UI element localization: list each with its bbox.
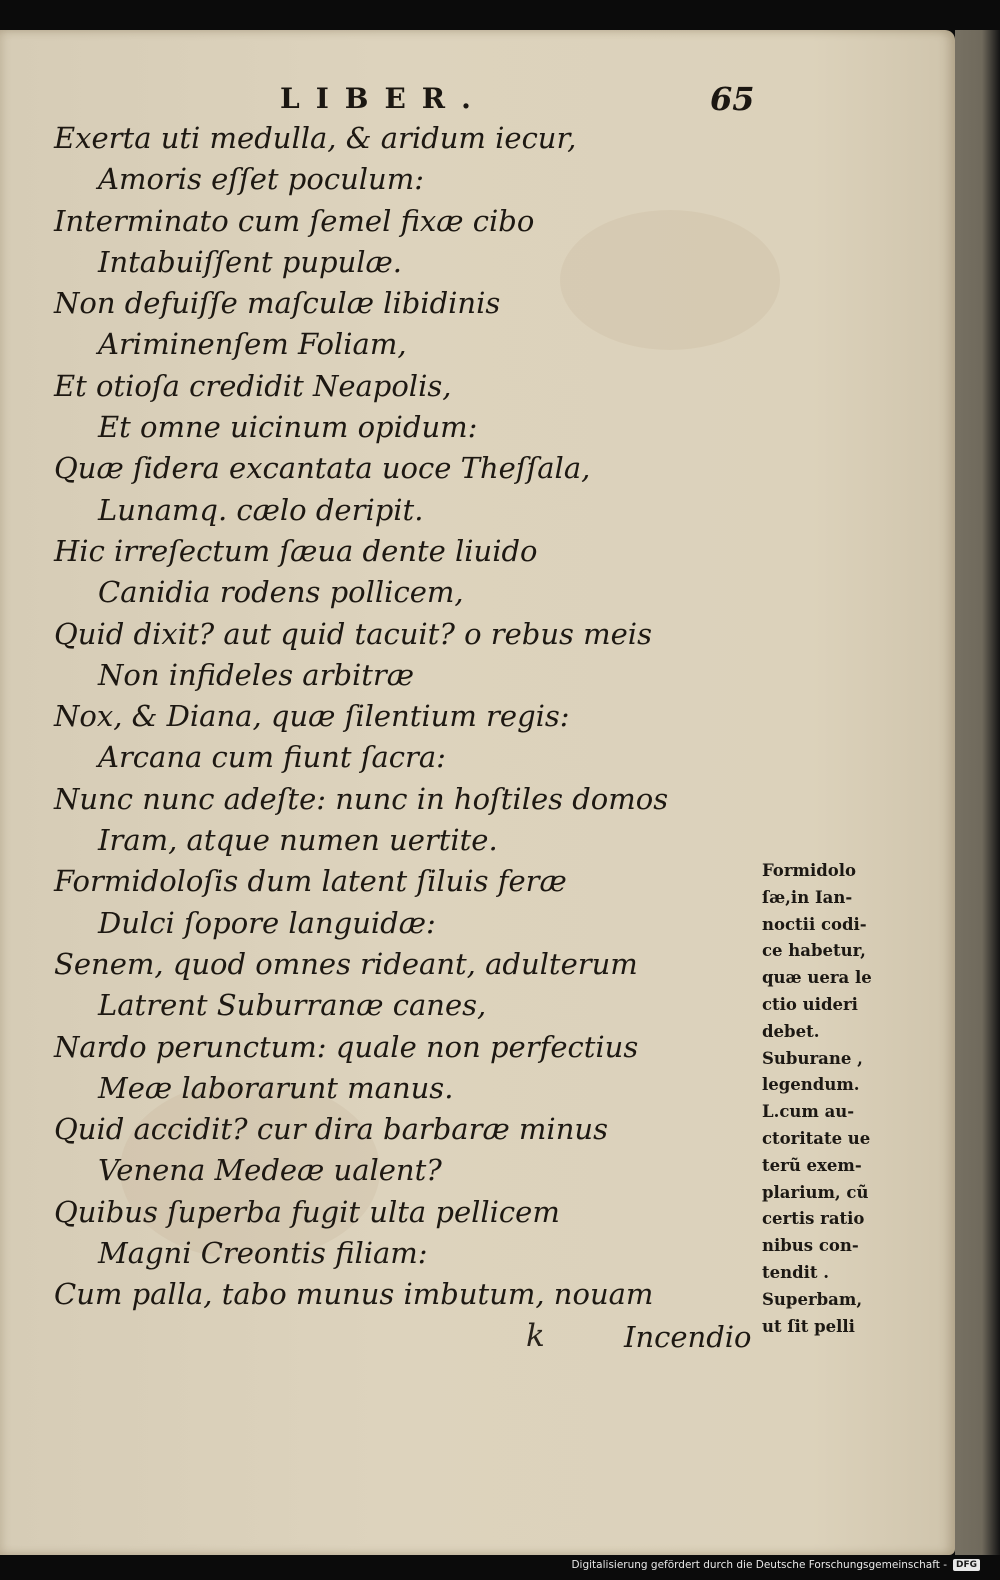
verse-line: Quibus ſuperba fugit ulta pellicem [54, 1194, 560, 1229]
marginal-note-line: ctoritate ue [762, 1128, 871, 1148]
marginal-note-line: legendum. [762, 1075, 860, 1095]
verse-line: Iram, atque numen uertite. [98, 823, 498, 858]
verse-line: Formidoloſis dum latent ſiluis feræ [54, 864, 567, 899]
verse-line: Quid accidit? cur dira barbaræ minus [54, 1112, 608, 1147]
verse-line: Dulci ſopore languidæ: [98, 905, 436, 940]
verse-line: Meæ laborarunt manus. [98, 1070, 454, 1105]
verse-line: Amoris eſſet poculum: [98, 162, 424, 197]
running-head: LIBER. [280, 82, 487, 115]
verse-line: Interminato cum ſemel fixæ cibo [54, 203, 535, 238]
marginal-note-line: tendit . [762, 1262, 830, 1282]
marginal-note [762, 858, 902, 1340]
verse-line: Lunamq. cælo deripit. [98, 492, 424, 527]
marginal-note-line: certis ratio [762, 1209, 865, 1229]
marginal-note-line: noctii codi- [762, 914, 867, 934]
catchword-row [0, 1318, 760, 1362]
digitization-credit [571, 1556, 980, 1574]
verse-line: Non defuiſſe maſculæ libidinis [54, 286, 501, 321]
marginal-note-line: Superbam, [762, 1289, 863, 1309]
page-edge-shadow [955, 30, 1000, 1555]
dfg-logo-icon: DFG [953, 1559, 980, 1571]
verse-line: Quid dixit? aut quid tacuit? o rebus meis [54, 616, 652, 651]
page-header [280, 80, 755, 122]
marginal-note-line: Formidolo [762, 861, 857, 880]
verse-line: Nunc nunc adeſte: nunc in hoſtiles domos [54, 781, 669, 816]
verse-line: Et otioſa credidit Neapolis, [54, 368, 452, 403]
marginal-note-line: quæ uera le [762, 968, 872, 988]
verse-line: Exerta uti medulla, & aridum iecur, [54, 121, 577, 155]
verse-line: Ariminenſem Foliam, [98, 327, 407, 362]
verse-line: Nardo perunctum: quale non perfectius [54, 1029, 639, 1064]
marginal-note-line: ſæ,in Ian- [762, 887, 853, 907]
verse-line: Hic irreſectum ſæua dente liuido [54, 533, 538, 568]
signature-mark: k [526, 1318, 545, 1354]
marginal-note-line: plarium, cũ [762, 1182, 869, 1202]
marginal-note-line: terũ exem- [762, 1155, 862, 1175]
verse-line: Quæ ſidera excantata uoce Theſſala, [54, 451, 591, 486]
marginal-note-line: L.cum au- [762, 1102, 855, 1122]
catchword: Incendio [624, 1320, 752, 1354]
verse-line: Arcana cum fiunt ſacra: [98, 740, 446, 775]
verse-line: Magni Creontis filiam: [98, 1236, 428, 1271]
credit-text: Digitalisierung gefördert durch die Deutsche Forschungsgemeinschaft - [571, 1559, 947, 1571]
verse-line: Intabuiſſent pupulæ. [98, 244, 403, 279]
marginal-note-line: ut ſit pelli [762, 1316, 855, 1336]
verse-line: Latrent Suburranæ canes, [98, 988, 487, 1023]
marginal-note-line: ctio uideri [762, 994, 858, 1014]
marginal-note-line: nibus con- [762, 1236, 859, 1256]
marginal-note-line: Suburane , [762, 1048, 863, 1068]
verse-block [0, 118, 740, 1316]
verse-line: Canidia rodens pollicem, [98, 575, 464, 610]
verse-line: Cum palla, tabo munus imbutum, nouam [54, 1277, 654, 1312]
verse-line: Nox, & Diana, quæ ſilentium regis: [54, 699, 570, 734]
verse-line: Non infideles arbitræ [98, 657, 415, 692]
verse-line: Et omne uicinum opidum: [98, 410, 478, 445]
verse-line: Senem, quod omnes rideant, adulterum [54, 946, 638, 981]
page-number: 65 [710, 80, 755, 118]
marginal-note-line: ce habetur, [762, 941, 866, 961]
marginal-note-line: debet. [762, 1021, 820, 1041]
verse-line: Venena Medeæ ualent? [98, 1153, 442, 1188]
